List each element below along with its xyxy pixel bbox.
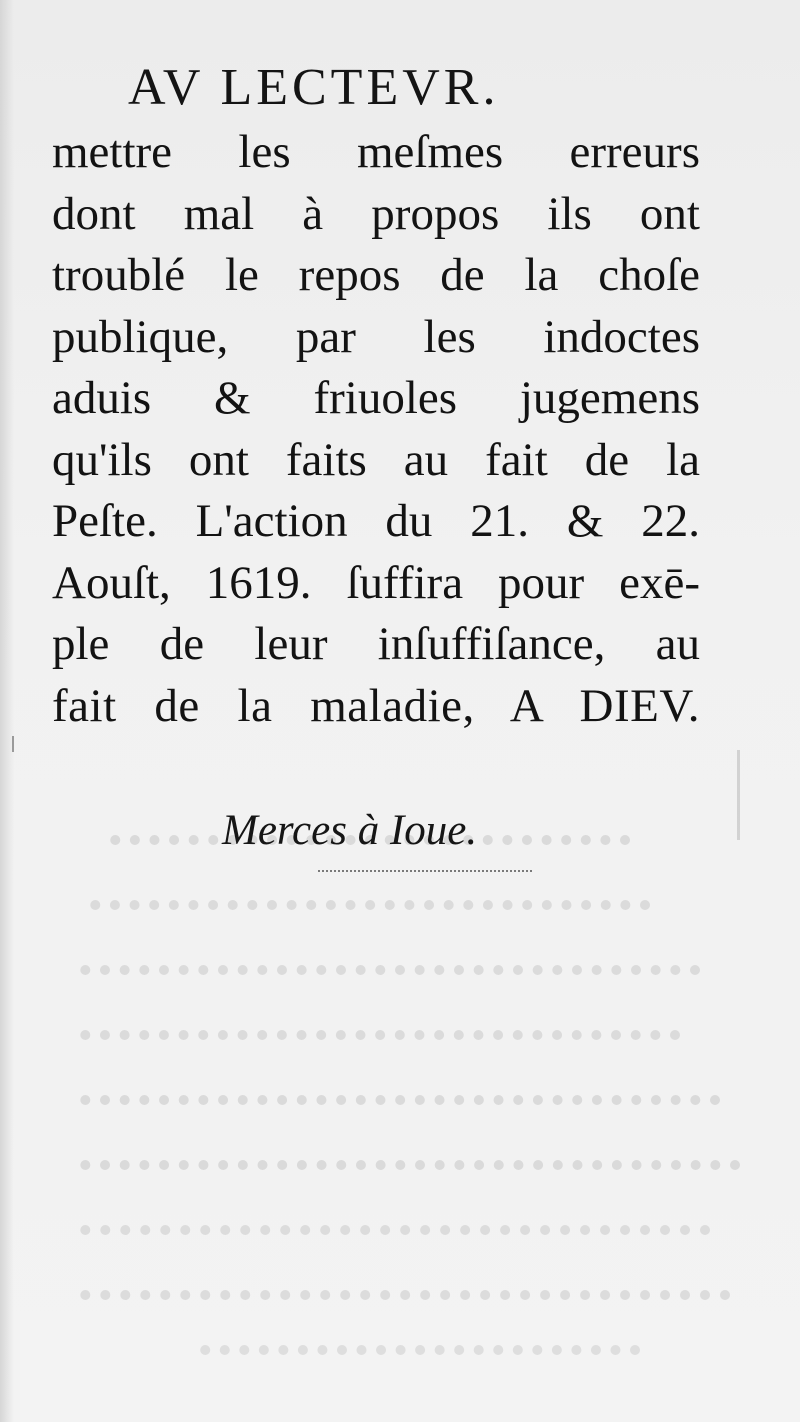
page-heading: AV LECTEVR. — [128, 59, 500, 116]
margin-mark — [12, 736, 14, 752]
text-line: mettre les meſmes erreurs — [52, 126, 700, 178]
closing-motto: Merces à Ioue. — [222, 807, 478, 854]
text-line: Aouſt, 1619. ſuffira pour exē- — [52, 556, 700, 609]
text-line: ple de leur inſuffiſance, au — [52, 618, 700, 670]
text-line: fait de la maladie, A DIEV. — [52, 679, 700, 732]
text-line: troublé le repos de la choſe — [52, 249, 700, 301]
text-line: aduis & friuoles jugemens — [52, 372, 700, 424]
body-paragraph — [52, 122, 712, 737]
text-line: qu'ils ont faits au fait de la — [52, 433, 700, 486]
text-line: Peſte. L'action du 21. & 22. — [52, 495, 700, 547]
text-line: dont mal à propos ils ont — [52, 187, 700, 240]
closing-rule — [318, 870, 532, 872]
text-line: publique, par les indoctes — [52, 310, 700, 363]
page-edge-shadow — [0, 0, 14, 1422]
